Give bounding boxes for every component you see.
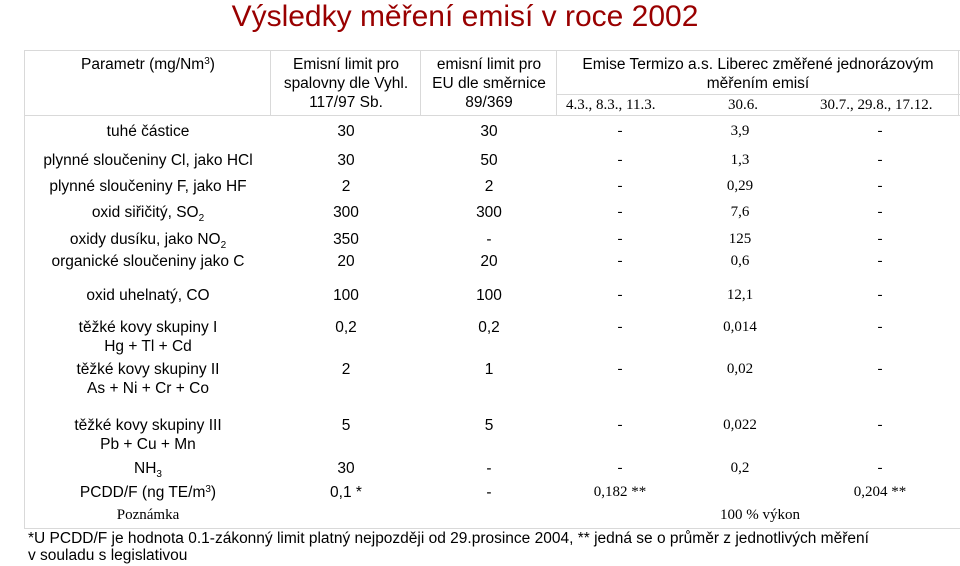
date1-cell: - <box>617 287 623 303</box>
param-cell: oxidy dusíku, jako $NO_2$ <box>69 231 227 252</box>
param-cell: $NH_3$ <box>134 460 162 481</box>
note-value: 100 % výkon <box>720 507 800 523</box>
date2-cell: 0,29 <box>726 178 754 194</box>
param-cell: oxid uhelnatý, CO <box>86 287 210 304</box>
date2-cell: 0,014 <box>723 319 757 335</box>
date2-cell: 3,9 <box>730 123 750 139</box>
date3-cell: - <box>877 460 883 476</box>
date3-cell: - <box>877 123 883 139</box>
limit-eu-cell: 1 <box>484 361 494 378</box>
limit-eu-cell: 2 <box>484 178 494 195</box>
limit-cz-cell: 30 <box>337 152 355 169</box>
table-left-border <box>24 50 25 528</box>
date3-cell: - <box>877 361 883 377</box>
note-label: Poznámka <box>116 507 180 523</box>
limit-eu-cell: - <box>486 231 492 248</box>
param-cell: těžké kovy skupiny II As + Ni + Cr + Co <box>76 361 220 397</box>
header-parameter: Parametr (mg/Nm$^3$) <box>81 56 215 73</box>
date3-cell: - <box>877 178 883 194</box>
limit-cz-cell: 5 <box>341 417 351 434</box>
date3-cell: - <box>877 417 883 433</box>
limit-eu-cell: 30 <box>480 123 498 140</box>
col-divider-3 <box>556 50 557 115</box>
param-cell: organické sloučeniny jako C <box>51 253 245 270</box>
date2-cell: 0,02 <box>726 361 754 377</box>
date2-cell: 125 <box>728 231 752 247</box>
limit-eu-cell: - <box>486 460 492 477</box>
limit-cz-cell: 100 <box>333 287 359 304</box>
date2-cell: 12,1 <box>726 287 754 303</box>
header-limit-cz: Emisní limit pro spalovny dle Vyhl. 117/97 Sb. <box>283 56 409 111</box>
limit-cz-cell: 2 <box>341 361 351 378</box>
date1-cell: - <box>617 319 623 335</box>
date3-cell: 0,204 ** <box>853 484 907 500</box>
date1-cell: - <box>617 152 623 168</box>
date2-cell: 0,6 <box>730 253 750 269</box>
limit-eu-cell: - <box>486 484 492 501</box>
date1-cell: - <box>617 417 623 433</box>
date1-cell: - <box>617 178 623 194</box>
date2-cell: 0,022 <box>723 417 757 433</box>
param-cell: plynné sloučeniny F, jako HF <box>49 178 247 195</box>
date-divider <box>556 94 960 95</box>
param-cell: těžké kovy skupiny I Hg + Tl + Cd <box>78 319 218 355</box>
date3-cell: - <box>877 287 883 303</box>
date3-cell: - <box>877 319 883 335</box>
limit-cz-cell: 0,2 <box>335 319 357 336</box>
date1-cell: - <box>617 460 623 476</box>
header-measured: Emise Termizo a.s. Liberec změřené jednorázovým měřením emisí <box>582 56 934 92</box>
date1-cell: - <box>617 204 623 220</box>
limit-eu-cell: 0,2 <box>478 319 500 336</box>
limit-cz-cell: 0,1 * <box>330 484 362 501</box>
table-top-border <box>24 50 960 51</box>
date2-cell: 7,6 <box>730 204 750 220</box>
limit-cz-cell: 30 <box>337 460 355 477</box>
param-cell: těžké kovy skupiny III Pb + Cu + Mn <box>74 417 222 453</box>
date1-cell: - <box>617 231 623 247</box>
date2-cell: 1,3 <box>730 152 750 168</box>
date3-cell: - <box>877 204 883 220</box>
limit-cz-cell: 30 <box>337 123 355 140</box>
param-cell: plynné sloučeniny Cl, jako HCl <box>43 152 253 169</box>
header-date-3: 30.7., 29.8., 17.12. <box>820 97 933 113</box>
limit-cz-cell: 300 <box>333 204 359 221</box>
limit-eu-cell: 300 <box>476 204 502 221</box>
header-limit-eu: emisní limit pro EU dle směrnice 89/369 <box>432 56 546 111</box>
limit-eu-cell: 20 <box>480 253 498 270</box>
footnote-line-1: *U PCDD/F je hodnota 0.1-zákonný limit platný nejpozději od 29.prosince 2004, ** jedná se o průměr z jednotlivých měření <box>28 530 869 547</box>
date1-cell: - <box>617 123 623 139</box>
date3-cell: - <box>877 231 883 247</box>
date2-cell: 0,2 <box>730 460 750 476</box>
date3-cell: - <box>877 253 883 269</box>
limit-eu-cell: 100 <box>476 287 502 304</box>
col-divider-1 <box>270 50 271 115</box>
col-divider-2 <box>420 50 421 115</box>
param-cell: tuhé částice <box>106 123 190 140</box>
date1-cell: - <box>617 253 623 269</box>
limit-cz-cell: 350 <box>333 231 359 248</box>
header-date-2: 30.6. <box>728 97 758 113</box>
date1-cell: - <box>617 361 623 377</box>
date3-cell: - <box>877 152 883 168</box>
limit-eu-cell: 5 <box>484 417 494 434</box>
header-date-1: 4.3., 8.3., 11.3. <box>566 97 656 113</box>
param-cell: PCDD/F (ng $TE/m^3$) <box>79 484 217 501</box>
limit-cz-cell: 2 <box>341 178 351 195</box>
limit-cz-cell: 20 <box>337 253 355 270</box>
header-divider <box>24 115 960 116</box>
footnote-line-2: v souladu s legislativou <box>28 547 188 564</box>
limit-eu-cell: 50 <box>480 152 498 169</box>
param-cell: oxid siřičitý, $SO_2$ <box>91 204 205 225</box>
table-right-border <box>958 50 959 115</box>
page-title: Výsledky měření emisí v roce 2002 <box>231 0 699 33</box>
date1-cell: 0,182 ** <box>593 484 647 500</box>
